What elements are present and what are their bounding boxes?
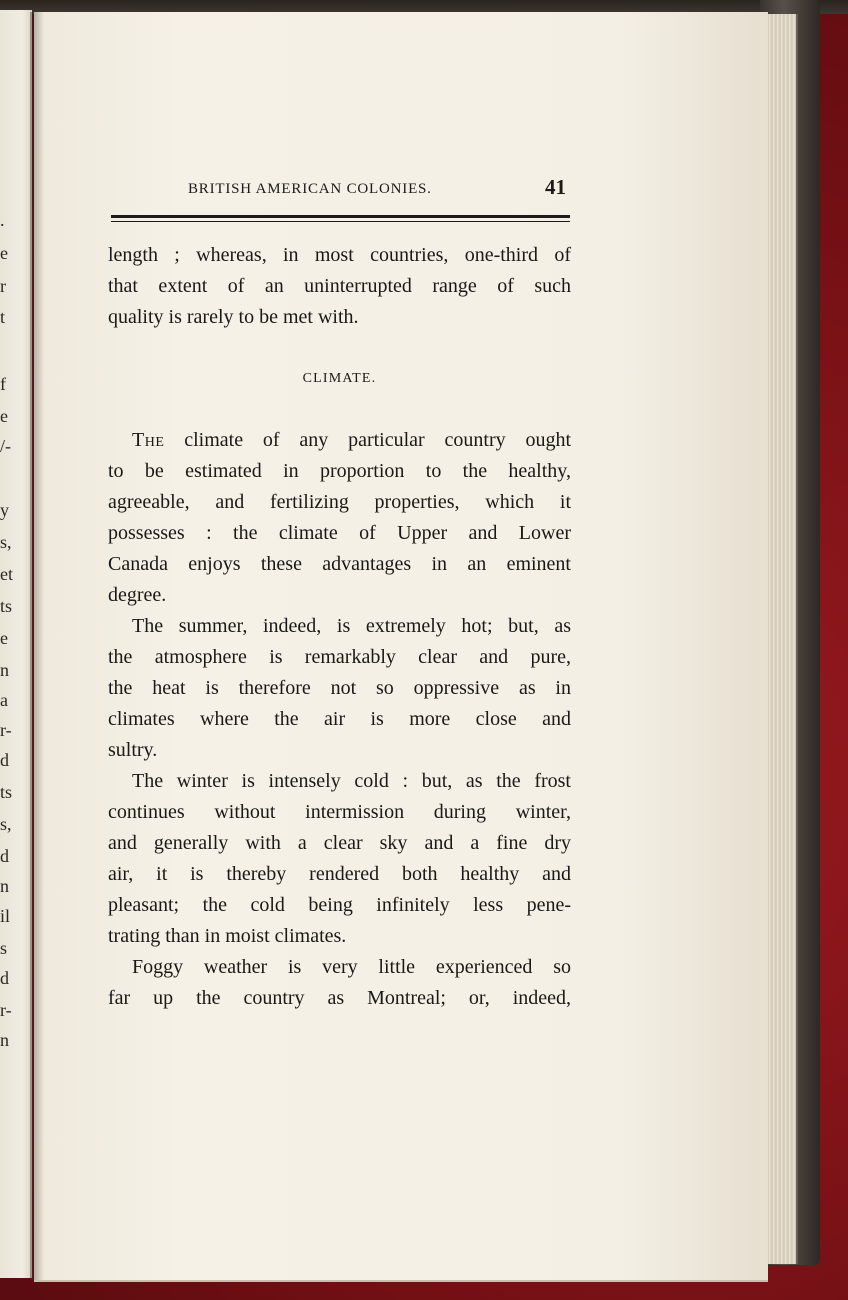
- text-line: sultry.: [108, 739, 158, 761]
- facing-page-fragment: d: [0, 846, 9, 866]
- text-line: continues without intermission during winter,: [108, 801, 571, 823]
- lead-word: The: [132, 429, 165, 451]
- facing-page: [0, 10, 32, 1278]
- facing-page-fragment: r-: [0, 1000, 12, 1020]
- text-line: and generally with a clear sky and a fine dry: [108, 832, 571, 854]
- page-number: 41: [545, 175, 566, 199]
- facing-page-fragment: e: [0, 628, 8, 648]
- facing-page-fragment: s: [0, 938, 8, 958]
- gutter-shadow: [30, 12, 44, 1280]
- facing-page-fragment: d: [0, 968, 9, 988]
- facing-page-fragment: n: [0, 876, 9, 896]
- text-line: [108, 425, 571, 456]
- facing-page-fragment: r-: [0, 720, 12, 740]
- facing-page-fragment: ts: [0, 782, 13, 802]
- text-line: air, it is thereby rendered both healthy and: [108, 863, 571, 885]
- text-line: length ; whereas, in most countries, one-third of: [108, 244, 571, 266]
- body-text: [108, 240, 571, 1014]
- paragraph: [108, 425, 571, 611]
- text-line: Foggy weather is very little experienced so: [132, 956, 571, 978]
- text-line: The summer, indeed, is extremely hot; but, as: [132, 615, 571, 637]
- text-line: Canada enjoys these advantages in an eminent: [108, 553, 571, 575]
- paragraph: [108, 766, 571, 952]
- paragraph: [108, 952, 571, 1014]
- facing-page-fragment: d: [0, 750, 9, 770]
- running-head: BRITISH AMERICAN COLONIES.: [188, 181, 432, 197]
- facing-page-fragment: e: [0, 406, 8, 426]
- text-line: to be estimated in proportion to the healthy,: [108, 460, 571, 482]
- facing-page-fragment: s,: [0, 532, 12, 552]
- text-line: the heat is therefore not so oppressive as in: [108, 677, 571, 699]
- text-line: agreeable, and fertilizing properties, which it: [108, 491, 571, 513]
- paragraph: [108, 240, 571, 333]
- lead-line-text: climate of any particular country ought: [184, 429, 571, 451]
- header-rule-thin: [111, 221, 570, 222]
- facing-page-fragment: il: [0, 906, 11, 926]
- facing-page-fragment: f: [0, 374, 6, 394]
- facing-page-fragment: et: [0, 564, 13, 584]
- facing-page-fragment: n: [0, 1030, 9, 1050]
- facing-page-fragment: /-: [0, 436, 11, 456]
- text-line: that extent of an uninterrupted range of such: [108, 275, 571, 297]
- text-line: trating than in moist climates.: [108, 925, 347, 947]
- text-line: pleasant; the cold being infinitely less pene-: [108, 894, 571, 916]
- header-rule-thick: [111, 215, 570, 218]
- text-line: possesses : the climate of Upper and Lower: [108, 522, 571, 544]
- facing-page-fragment: e: [0, 243, 8, 263]
- text-line: the atmosphere is remarkably clear and pure,: [108, 646, 571, 668]
- section-heading: CLIMATE.: [302, 371, 377, 386]
- paragraph: [108, 611, 571, 766]
- facing-page-fragment: ts: [0, 596, 13, 616]
- facing-page-fragment: y: [0, 500, 9, 520]
- facing-page-fragment: .: [0, 210, 5, 230]
- book-page: [34, 12, 768, 1282]
- facing-page-fragment: r: [0, 276, 6, 296]
- facing-page-fragment: n: [0, 660, 9, 680]
- facing-page-fragment: a: [0, 690, 8, 710]
- text-line: degree.: [108, 584, 167, 606]
- text-line: far up the country as Montreal; or, indeed,: [108, 987, 571, 1009]
- facing-page-fragment: t: [0, 307, 6, 327]
- page-header: [34, 175, 768, 205]
- text-line: quality is rarely to be met with.: [108, 306, 359, 328]
- text-line: The winter is intensely cold : but, as the frost: [132, 770, 571, 792]
- text-line: climates where the air is more close and: [108, 708, 571, 730]
- facing-page-fragment: s,: [0, 814, 12, 834]
